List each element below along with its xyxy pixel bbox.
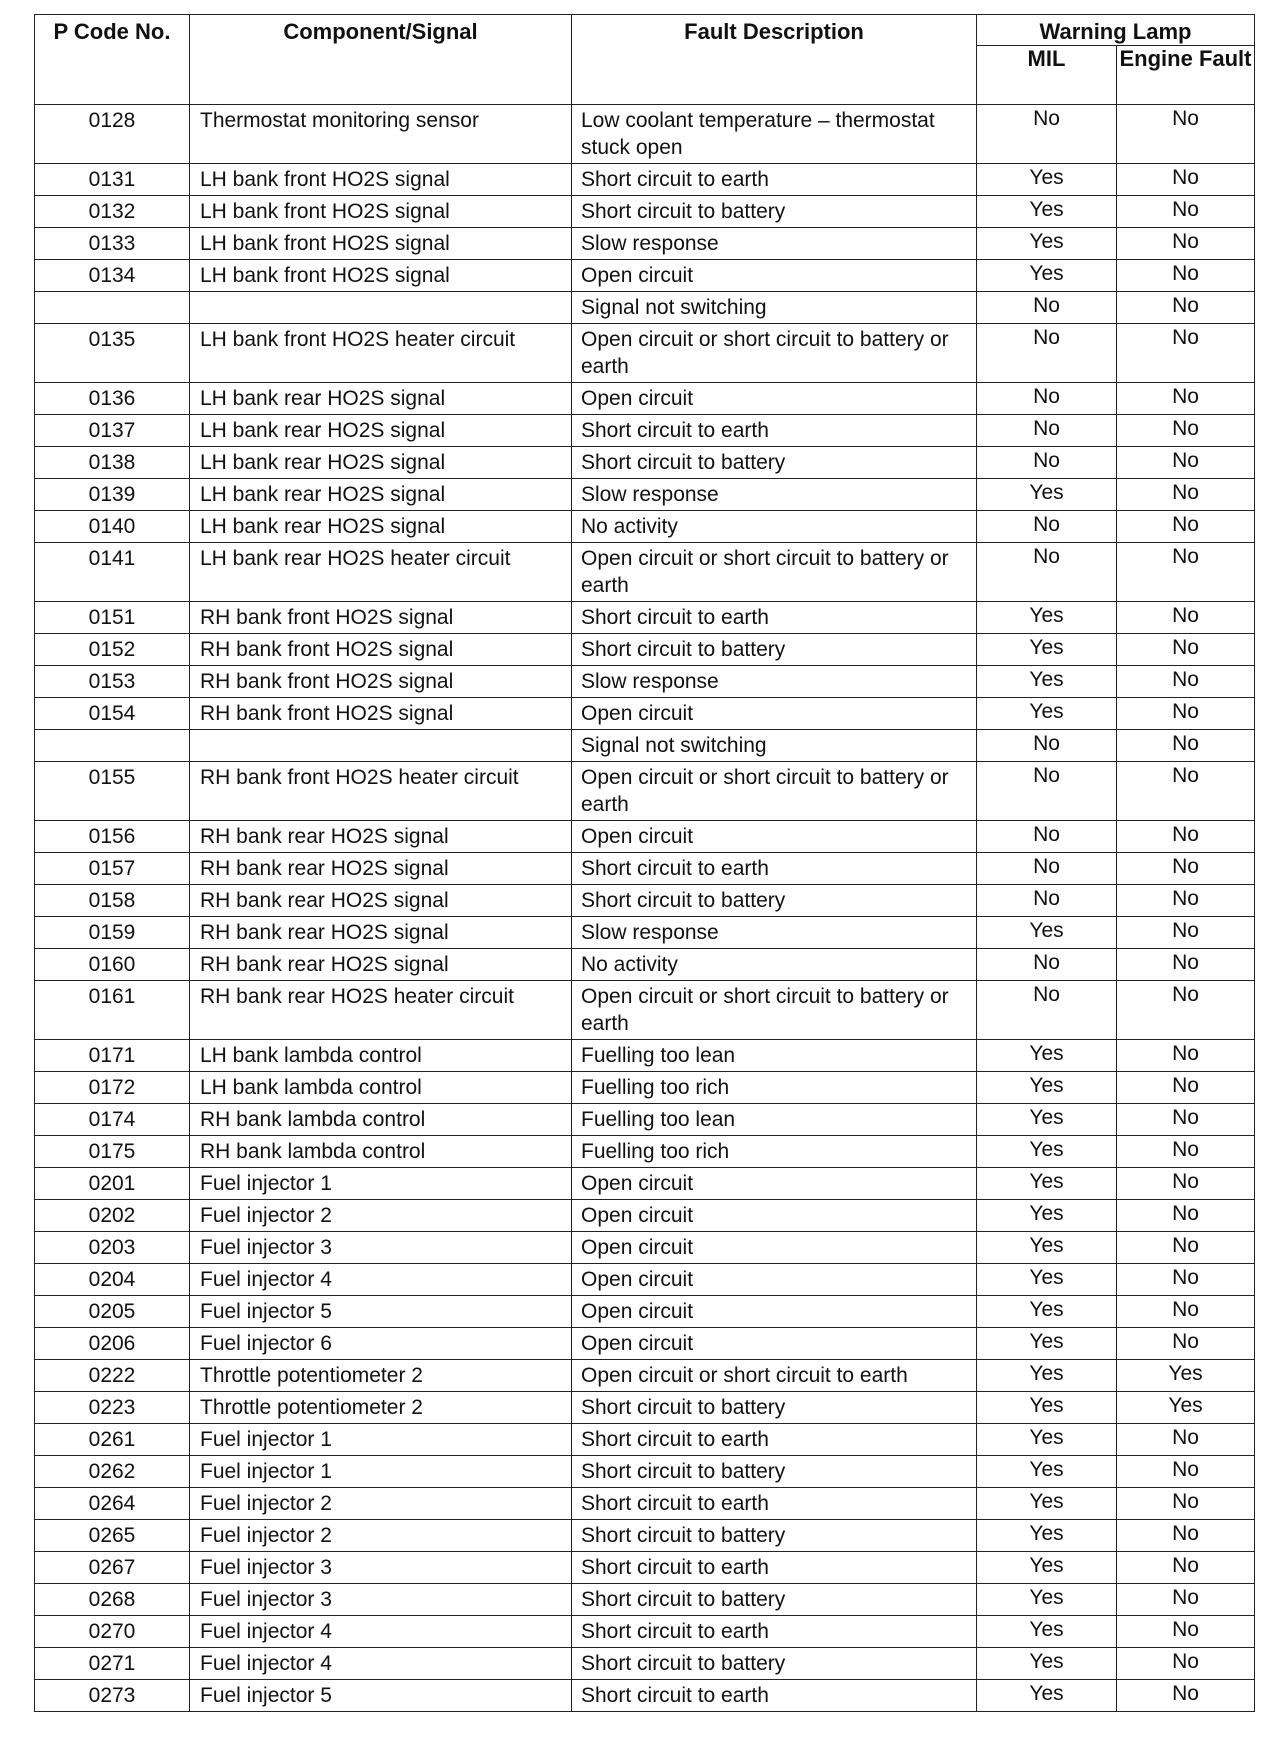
cell-component: RH bank lambda control (190, 1136, 572, 1168)
cell-engine-fault: No (1117, 1328, 1255, 1360)
cell-fault-description: Short circuit to battery (572, 885, 977, 917)
cell-mil: Yes (977, 1104, 1117, 1136)
cell-mil: No (977, 885, 1117, 917)
cell-fault-description: Open circuit or short circuit to battery or earth (572, 543, 977, 602)
table-row (35, 634, 1255, 666)
cell-p-code (35, 292, 190, 324)
cell-fault-description: Short circuit to battery (572, 1584, 977, 1616)
cell-engine-fault: No (1117, 164, 1255, 196)
cell-mil: Yes (977, 1680, 1117, 1712)
cell-component: LH bank front HO2S signal (190, 196, 572, 228)
cell-engine-fault: No (1117, 1680, 1255, 1712)
cell-component: Throttle potentiometer 2 (190, 1392, 572, 1424)
cell-p-code: 0264 (35, 1488, 190, 1520)
cell-fault-description: Open circuit or short circuit to battery or earth (572, 981, 977, 1040)
cell-engine-fault: No (1117, 1488, 1255, 1520)
table-row (35, 228, 1255, 260)
cell-component: Fuel injector 1 (190, 1424, 572, 1456)
cell-mil: Yes (977, 666, 1117, 698)
cell-p-code: 0151 (35, 602, 190, 634)
cell-fault-description: Fuelling too lean (572, 1040, 977, 1072)
cell-fault-description: Short circuit to battery (572, 634, 977, 666)
table-row (35, 415, 1255, 447)
table-row (35, 1392, 1255, 1424)
cell-engine-fault: No (1117, 885, 1255, 917)
cell-component: RH bank rear HO2S signal (190, 949, 572, 981)
cell-fault-description: Open circuit (572, 698, 977, 730)
cell-p-code: 0205 (35, 1296, 190, 1328)
cell-mil: Yes (977, 1296, 1117, 1328)
cell-mil: Yes (977, 1584, 1117, 1616)
cell-component: Fuel injector 5 (190, 1296, 572, 1328)
cell-component: Fuel injector 3 (190, 1584, 572, 1616)
cell-engine-fault: No (1117, 292, 1255, 324)
cell-p-code: 0136 (35, 383, 190, 415)
cell-fault-description: No activity (572, 511, 977, 543)
cell-p-code: 0261 (35, 1424, 190, 1456)
table-row (35, 511, 1255, 543)
cell-engine-fault: No (1117, 981, 1255, 1040)
cell-fault-description: Low coolant temperature – thermostat stuck open (572, 105, 977, 164)
cell-fault-description: Open circuit (572, 1328, 977, 1360)
cell-mil: Yes (977, 1360, 1117, 1392)
table-row (35, 1168, 1255, 1200)
cell-engine-fault: No (1117, 1168, 1255, 1200)
cell-p-code: 0203 (35, 1232, 190, 1264)
header-warning-lamp: Warning Lamp (977, 15, 1255, 46)
cell-engine-fault: Yes (1117, 1392, 1255, 1424)
cell-p-code: 0156 (35, 821, 190, 853)
cell-mil: Yes (977, 1520, 1117, 1552)
fault-code-table-container (34, 14, 1254, 1712)
table-row (35, 666, 1255, 698)
table-row (35, 602, 1255, 634)
cell-component: RH bank front HO2S heater circuit (190, 762, 572, 821)
cell-mil: Yes (977, 164, 1117, 196)
cell-fault-description: Signal not switching (572, 730, 977, 762)
table-row (35, 885, 1255, 917)
table-row (35, 1264, 1255, 1296)
table-row (35, 1328, 1255, 1360)
cell-mil: Yes (977, 1168, 1117, 1200)
cell-mil: Yes (977, 1264, 1117, 1296)
table-row (35, 292, 1255, 324)
cell-fault-description: Open circuit or short circuit to battery or earth (572, 324, 977, 383)
cell-engine-fault: No (1117, 666, 1255, 698)
table-row (35, 196, 1255, 228)
cell-fault-description: Short circuit to earth (572, 1680, 977, 1712)
cell-fault-description: Open circuit or short circuit to battery or earth (572, 762, 977, 821)
cell-component: RH bank rear HO2S signal (190, 917, 572, 949)
cell-component: RH bank front HO2S signal (190, 698, 572, 730)
cell-p-code: 0222 (35, 1360, 190, 1392)
cell-engine-fault: No (1117, 1200, 1255, 1232)
cell-fault-description: No activity (572, 949, 977, 981)
table-row (35, 1072, 1255, 1104)
cell-engine-fault: No (1117, 853, 1255, 885)
cell-component: Fuel injector 5 (190, 1680, 572, 1712)
cell-engine-fault: No (1117, 511, 1255, 543)
cell-p-code: 0138 (35, 447, 190, 479)
cell-component (190, 292, 572, 324)
cell-component: LH bank rear HO2S signal (190, 447, 572, 479)
table-row (35, 1520, 1255, 1552)
cell-mil: Yes (977, 1040, 1117, 1072)
cell-mil: No (977, 730, 1117, 762)
cell-engine-fault: No (1117, 260, 1255, 292)
cell-component: LH bank front HO2S heater circuit (190, 324, 572, 383)
table-row (35, 479, 1255, 511)
cell-mil: Yes (977, 698, 1117, 730)
cell-mil: No (977, 981, 1117, 1040)
table-row (35, 1424, 1255, 1456)
cell-p-code: 0134 (35, 260, 190, 292)
cell-engine-fault: No (1117, 634, 1255, 666)
cell-fault-description: Short circuit to battery (572, 1456, 977, 1488)
cell-component: Fuel injector 6 (190, 1328, 572, 1360)
table-row (35, 1584, 1255, 1616)
fault-code-table (34, 14, 1255, 1712)
cell-component: Fuel injector 2 (190, 1488, 572, 1520)
table-row (35, 1488, 1255, 1520)
cell-component: Fuel injector 1 (190, 1456, 572, 1488)
cell-p-code: 0174 (35, 1104, 190, 1136)
cell-p-code: 0133 (35, 228, 190, 260)
cell-fault-description: Short circuit to earth (572, 602, 977, 634)
table-row (35, 1136, 1255, 1168)
cell-engine-fault: No (1117, 1296, 1255, 1328)
cell-engine-fault: No (1117, 821, 1255, 853)
cell-engine-fault: No (1117, 415, 1255, 447)
cell-engine-fault: No (1117, 1264, 1255, 1296)
cell-p-code: 0265 (35, 1520, 190, 1552)
table-row (35, 1296, 1255, 1328)
cell-p-code: 0137 (35, 415, 190, 447)
cell-component: Fuel injector 4 (190, 1648, 572, 1680)
table-row (35, 1648, 1255, 1680)
cell-component: LH bank rear HO2S signal (190, 383, 572, 415)
cell-fault-description: Short circuit to battery (572, 447, 977, 479)
cell-p-code (35, 730, 190, 762)
cell-engine-fault: No (1117, 1072, 1255, 1104)
cell-fault-description: Open circuit (572, 1232, 977, 1264)
table-row (35, 981, 1255, 1040)
header-component: Component/Signal (190, 15, 572, 105)
cell-engine-fault: No (1117, 1424, 1255, 1456)
cell-component: LH bank lambda control (190, 1072, 572, 1104)
cell-fault-description: Short circuit to battery (572, 1520, 977, 1552)
cell-fault-description: Fuelling too rich (572, 1072, 977, 1104)
table-row (35, 917, 1255, 949)
cell-component: LH bank lambda control (190, 1040, 572, 1072)
cell-engine-fault: No (1117, 602, 1255, 634)
cell-mil: Yes (977, 260, 1117, 292)
cell-p-code: 0139 (35, 479, 190, 511)
cell-p-code: 0135 (35, 324, 190, 383)
cell-fault-description: Short circuit to battery (572, 1392, 977, 1424)
cell-component: RH bank lambda control (190, 1104, 572, 1136)
cell-fault-description: Open circuit or short circuit to earth (572, 1360, 977, 1392)
cell-p-code: 0159 (35, 917, 190, 949)
cell-p-code: 0131 (35, 164, 190, 196)
cell-component: Fuel injector 2 (190, 1520, 572, 1552)
cell-p-code: 0132 (35, 196, 190, 228)
cell-mil: No (977, 762, 1117, 821)
table-row (35, 1456, 1255, 1488)
cell-engine-fault: No (1117, 1040, 1255, 1072)
cell-p-code: 0223 (35, 1392, 190, 1424)
cell-component: Fuel injector 4 (190, 1264, 572, 1296)
cell-mil: Yes (977, 1456, 1117, 1488)
cell-p-code: 0155 (35, 762, 190, 821)
table-row (35, 821, 1255, 853)
cell-fault-description: Short circuit to earth (572, 1552, 977, 1584)
cell-component: LH bank rear HO2S signal (190, 479, 572, 511)
cell-p-code: 0128 (35, 105, 190, 164)
table-row (35, 1104, 1255, 1136)
cell-component: Throttle potentiometer 2 (190, 1360, 572, 1392)
cell-p-code: 0204 (35, 1264, 190, 1296)
cell-p-code: 0154 (35, 698, 190, 730)
cell-p-code: 0161 (35, 981, 190, 1040)
cell-component: LH bank front HO2S signal (190, 228, 572, 260)
cell-mil: Yes (977, 1392, 1117, 1424)
cell-mil: No (977, 292, 1117, 324)
cell-mil: No (977, 821, 1117, 853)
cell-engine-fault: No (1117, 228, 1255, 260)
cell-p-code: 0172 (35, 1072, 190, 1104)
cell-engine-fault: No (1117, 698, 1255, 730)
cell-p-code: 0268 (35, 1584, 190, 1616)
table-row (35, 447, 1255, 479)
cell-mil: Yes (977, 917, 1117, 949)
table-row (35, 853, 1255, 885)
table-row (35, 698, 1255, 730)
cell-p-code: 0202 (35, 1200, 190, 1232)
cell-engine-fault: No (1117, 1552, 1255, 1584)
cell-mil: Yes (977, 602, 1117, 634)
cell-engine-fault: No (1117, 196, 1255, 228)
cell-component: RH bank rear HO2S signal (190, 885, 572, 917)
cell-p-code: 0270 (35, 1616, 190, 1648)
cell-fault-description: Open circuit (572, 260, 977, 292)
cell-component: RH bank front HO2S signal (190, 634, 572, 666)
cell-engine-fault: No (1117, 1616, 1255, 1648)
cell-engine-fault: No (1117, 730, 1255, 762)
cell-fault-description: Open circuit (572, 1264, 977, 1296)
cell-engine-fault: No (1117, 1104, 1255, 1136)
cell-p-code: 0141 (35, 543, 190, 602)
cell-engine-fault: No (1117, 105, 1255, 164)
cell-component: Fuel injector 1 (190, 1168, 572, 1200)
cell-mil: No (977, 853, 1117, 885)
cell-fault-description: Fuelling too rich (572, 1136, 977, 1168)
table-row (35, 324, 1255, 383)
cell-mil: Yes (977, 1552, 1117, 1584)
cell-engine-fault: No (1117, 479, 1255, 511)
cell-component: RH bank front HO2S signal (190, 602, 572, 634)
table-row (35, 730, 1255, 762)
cell-p-code: 0171 (35, 1040, 190, 1072)
cell-mil: No (977, 415, 1117, 447)
cell-fault-description: Open circuit (572, 821, 977, 853)
cell-fault-description: Slow response (572, 666, 977, 698)
cell-fault-description: Short circuit to earth (572, 1616, 977, 1648)
cell-p-code: 0273 (35, 1680, 190, 1712)
cell-mil: Yes (977, 228, 1117, 260)
cell-p-code: 0175 (35, 1136, 190, 1168)
table-row (35, 1232, 1255, 1264)
cell-fault-description: Open circuit (572, 1168, 977, 1200)
cell-mil: Yes (977, 1200, 1117, 1232)
cell-mil: No (977, 324, 1117, 383)
cell-engine-fault: No (1117, 1232, 1255, 1264)
table-row (35, 1616, 1255, 1648)
cell-mil: Yes (977, 1616, 1117, 1648)
cell-fault-description: Short circuit to earth (572, 164, 977, 196)
table-row (35, 762, 1255, 821)
header-fault-description: Fault Description (572, 15, 977, 105)
cell-component: LH bank front HO2S signal (190, 164, 572, 196)
table-row (35, 105, 1255, 164)
cell-mil: No (977, 949, 1117, 981)
cell-fault-description: Open circuit (572, 383, 977, 415)
cell-fault-description: Open circuit (572, 1200, 977, 1232)
table-row (35, 383, 1255, 415)
cell-mil: Yes (977, 479, 1117, 511)
cell-component: RH bank front HO2S signal (190, 666, 572, 698)
cell-fault-description: Slow response (572, 228, 977, 260)
cell-engine-fault: No (1117, 1520, 1255, 1552)
cell-fault-description: Slow response (572, 479, 977, 511)
table-header (35, 15, 1255, 105)
cell-mil: No (977, 447, 1117, 479)
header-p-code: P Code No. (35, 15, 190, 105)
cell-engine-fault: No (1117, 543, 1255, 602)
cell-fault-description: Slow response (572, 917, 977, 949)
cell-mil: No (977, 105, 1117, 164)
cell-mil: Yes (977, 1648, 1117, 1680)
cell-fault-description: Open circuit (572, 1296, 977, 1328)
cell-engine-fault: No (1117, 1584, 1255, 1616)
cell-component: LH bank rear HO2S heater circuit (190, 543, 572, 602)
cell-fault-description: Signal not switching (572, 292, 977, 324)
cell-p-code: 0152 (35, 634, 190, 666)
cell-mil: Yes (977, 1072, 1117, 1104)
cell-mil: Yes (977, 1232, 1117, 1264)
cell-fault-description: Short circuit to earth (572, 853, 977, 885)
cell-component: Fuel injector 3 (190, 1232, 572, 1264)
cell-mil: Yes (977, 1424, 1117, 1456)
cell-component: LH bank rear HO2S signal (190, 511, 572, 543)
cell-p-code: 0160 (35, 949, 190, 981)
cell-fault-description: Short circuit to battery (572, 1648, 977, 1680)
cell-p-code: 0158 (35, 885, 190, 917)
cell-mil: No (977, 511, 1117, 543)
table-row (35, 1360, 1255, 1392)
cell-engine-fault: No (1117, 383, 1255, 415)
cell-mil: Yes (977, 196, 1117, 228)
cell-p-code: 0153 (35, 666, 190, 698)
cell-component (190, 730, 572, 762)
cell-fault-description: Short circuit to earth (572, 1488, 977, 1520)
cell-p-code: 0140 (35, 511, 190, 543)
cell-engine-fault: No (1117, 447, 1255, 479)
table-body (35, 105, 1255, 1712)
table-row (35, 1552, 1255, 1584)
cell-component: RH bank rear HO2S signal (190, 853, 572, 885)
cell-p-code: 0201 (35, 1168, 190, 1200)
table-row (35, 543, 1255, 602)
cell-p-code: 0267 (35, 1552, 190, 1584)
cell-p-code: 0262 (35, 1456, 190, 1488)
cell-engine-fault: No (1117, 1456, 1255, 1488)
cell-mil: Yes (977, 1328, 1117, 1360)
cell-fault-description: Fuelling too lean (572, 1104, 977, 1136)
cell-fault-description: Short circuit to battery (572, 196, 977, 228)
cell-engine-fault: No (1117, 949, 1255, 981)
cell-mil: Yes (977, 634, 1117, 666)
cell-engine-fault: Yes (1117, 1360, 1255, 1392)
cell-component: LH bank rear HO2S signal (190, 415, 572, 447)
cell-component: Fuel injector 4 (190, 1616, 572, 1648)
header-engine-fault: Engine Fault (1117, 46, 1255, 105)
table-row (35, 949, 1255, 981)
cell-engine-fault: No (1117, 762, 1255, 821)
cell-component: Thermostat monitoring sensor (190, 105, 572, 164)
cell-component: RH bank rear HO2S heater circuit (190, 981, 572, 1040)
cell-engine-fault: No (1117, 324, 1255, 383)
cell-component: Fuel injector 3 (190, 1552, 572, 1584)
cell-fault-description: Short circuit to earth (572, 1424, 977, 1456)
cell-engine-fault: No (1117, 917, 1255, 949)
table-row (35, 164, 1255, 196)
cell-component: RH bank rear HO2S signal (190, 821, 572, 853)
cell-mil: No (977, 383, 1117, 415)
cell-p-code: 0271 (35, 1648, 190, 1680)
cell-p-code: 0206 (35, 1328, 190, 1360)
table-row (35, 1040, 1255, 1072)
cell-p-code: 0157 (35, 853, 190, 885)
cell-mil: Yes (977, 1488, 1117, 1520)
cell-fault-description: Short circuit to earth (572, 415, 977, 447)
table-row (35, 1680, 1255, 1712)
table-row (35, 1200, 1255, 1232)
table-row (35, 260, 1255, 292)
cell-component: LH bank front HO2S signal (190, 260, 572, 292)
cell-engine-fault: No (1117, 1136, 1255, 1168)
cell-component: Fuel injector 2 (190, 1200, 572, 1232)
cell-engine-fault: No (1117, 1648, 1255, 1680)
cell-mil: Yes (977, 1136, 1117, 1168)
cell-mil: No (977, 543, 1117, 602)
header-mil: MIL (977, 46, 1117, 105)
